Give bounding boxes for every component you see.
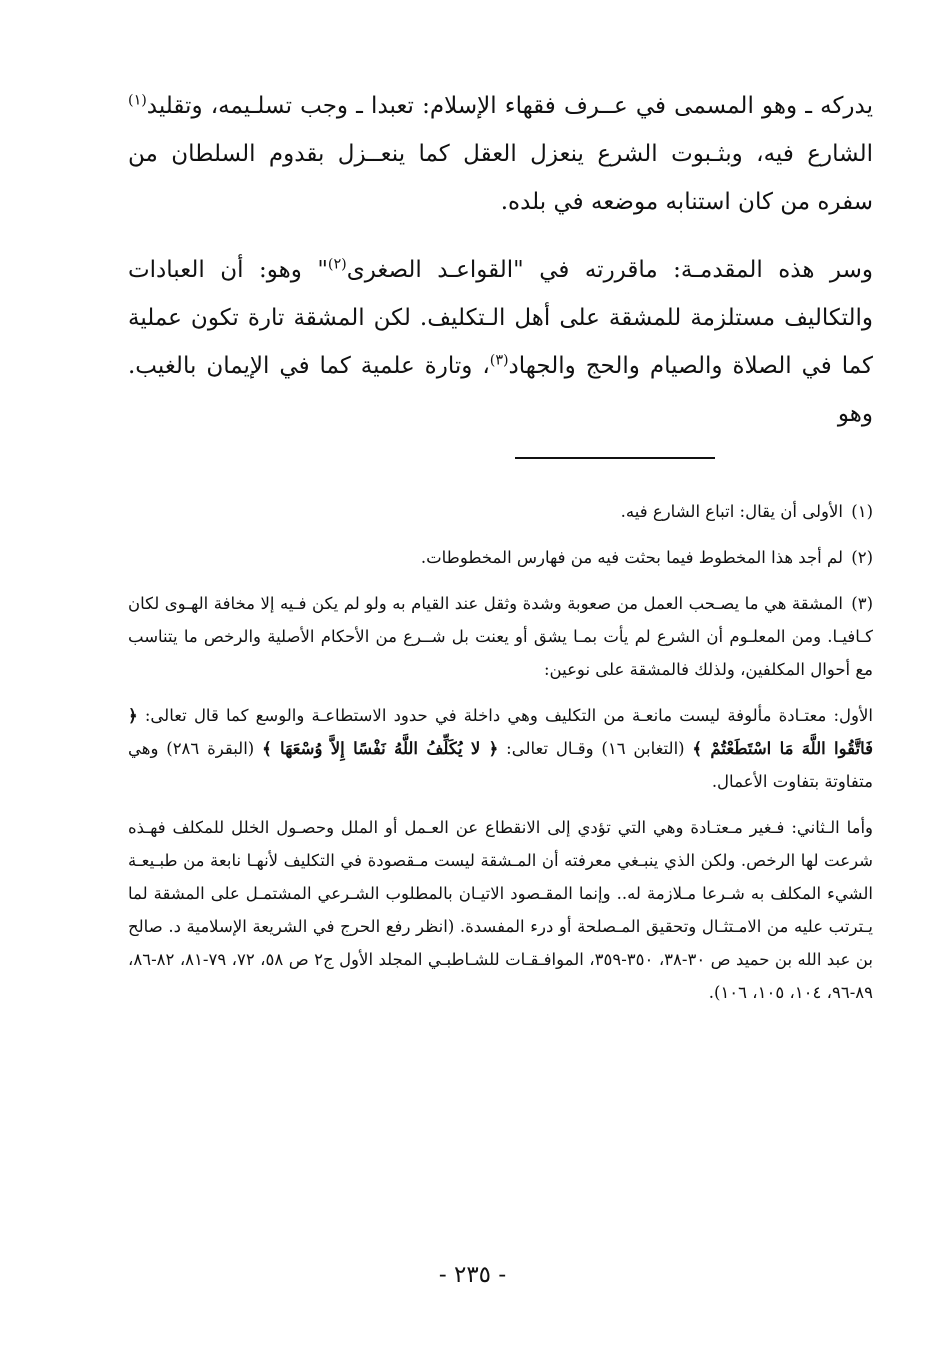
footnote-1-text: الأولى أن يقال: اتباع الشارع فيه.: [620, 502, 843, 521]
paragraph-2-text-a: وسر هذه المقدمـة: ماقررته في "القواعـد الصغرى: [346, 257, 874, 283]
paragraph-2-text-b: " وهو: أن العبادات والتكاليف مستلزمة للمشقة على أهل الـتكليف. لكن المشقة تارة تكون عملية كما في الصلاة والصيام والحج والجهاد: [128, 257, 873, 379]
main-paragraph-1: [128, 82, 873, 226]
footnote-3-intro: المشقة هي ما يصـحب العمل من صعوبة وشدة وثقل عند القيام به ولو لم يكن فـيه إلا مخافة الهـوى لكان كـافيـا. ومن المعلـوم أن الشرع لم يأت بمـا يشق أو يعنت بل شــرع من الأحكام الأصلية والرخص ما يتناسب مع أحوال المكلفين، ولذلك فالمشقة على نوعين:: [128, 594, 873, 679]
footnote-2-text: لم أجد هذا المخطوط فيما بحثت فيه من فهارس المخطوطات.: [420, 548, 843, 567]
main-body-text: [128, 82, 873, 438]
page-number: - ٢٣٥ -: [438, 1262, 507, 1288]
second-type-text: وأما الـثاني: فـغير مـعتـادة وهي التي تؤدي إلى الانقطاع عن العـمل أو الملل وحصـول الخلل للمكلف فهـذه شرعت لها الرخص. ولكن الذي ينبـغي معرفته أن المـشقة ليست مـقصودة في التكليف لأنهـا نابعة من طبـيعـة الشيء المكلف به شـرعا مـلازمة له.. وإنما المقـصود الاتيـان بالمطلوب الشـرعي المشتمـل على المشقة لما يـترتب عليه من الامـتثـال وتحقيق المـصلحة أو درء المفسدة. (انظر رفع الحرج في الشريعة الإسلامية د. صالح بن عبد الله بن حميد ص ٣٠-٣٨، ٣٥٠-٣٥٩، الموافـقـات للشـاطبـي المجلد الأول ج٢ ص ٥٨، ٧٢، ٧٩-٨١، ٨٢-٨٦، ٨٩-٩٦، ١٠٤، ١٠٥، ١٠٦).: [128, 818, 873, 1002]
quran-verse-1: ﴿ فَاتَّقُوا اللَّهَ مَا اسْتَطَعْتُمْ ﴾: [128, 706, 873, 758]
footnote-1-number: (١): [851, 502, 873, 521]
first-type-text-c: (البقرة ٢٨٦) وهي متفاوتة بتفاوت الأعمال.: [128, 739, 873, 791]
paragraph-1-text-b: الشارع فيه، وبثـبوت الشرع ينعزل العقل كما ينعــزل بقدوم السلطان من سفره من كان استنابه موضعه في بلده.: [128, 141, 873, 215]
footnote-divider: [515, 457, 715, 459]
main-paragraph-2: [128, 246, 873, 438]
footnote-3-second-type: [128, 811, 873, 1009]
first-type-text-b: (التغابن ١٦) وقـال تعالى:: [498, 739, 693, 758]
footnote-2-number: (٢): [851, 548, 873, 567]
footnotes-section: [128, 495, 873, 1022]
footnote-2: [128, 541, 873, 574]
quran-verse-2: ﴿ لا يُكَلِّفُ اللَّهُ نَفْسًا إِلاَّ وُسْعَهَا ﴾: [262, 739, 499, 758]
footnote-3-number: (٣): [851, 594, 873, 613]
paragraph-2-text-c: ، وتارة علمية كما في الإيمان بالغيب. وهو: [128, 353, 873, 427]
footnote-ref-2[interactable]: (٢): [327, 256, 347, 273]
paragraph-1-text-a: يدركه ـ وهو المسمى في عــرف فقهاء الإسلام: تعبدا ـ وجب تسلـيمه، وتقليد: [146, 93, 873, 119]
footnote-3-first-type: [128, 699, 873, 798]
footnote-3: [128, 587, 873, 686]
first-type-text-a: الأول: معتـادة مألوفة ليست مانعـة من التكليف وهي داخلة في حدود الاستطاعـة والوسع كما قال تعالى:: [137, 706, 873, 725]
footnote-ref-3[interactable]: (٣): [489, 352, 509, 369]
footnote-ref-1[interactable]: (١): [128, 92, 147, 109]
footnote-1: [128, 495, 873, 528]
